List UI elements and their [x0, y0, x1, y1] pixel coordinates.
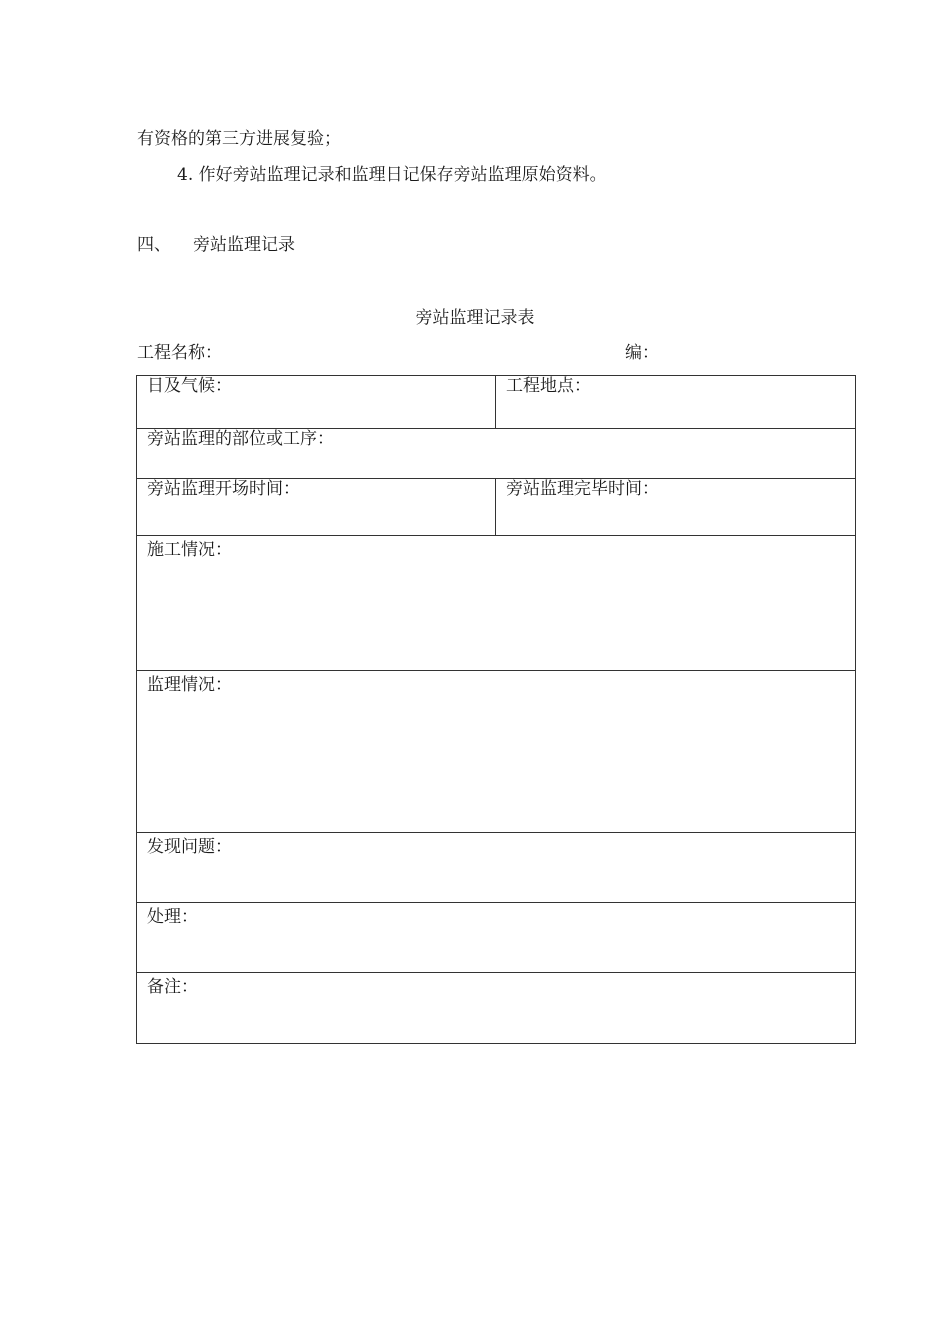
project-name-label: 工程名称： [137, 343, 222, 363]
table-row [137, 903, 856, 973]
supervision-label: 监理情况： [147, 675, 232, 695]
location-label: 工程地点： [506, 376, 591, 396]
remarks-cell [137, 973, 856, 1044]
start-time-label: 旁站监理开场时间： [147, 479, 300, 499]
table-row [137, 429, 856, 479]
table-row [137, 479, 856, 536]
handling-cell [137, 903, 856, 973]
date-weather-label: 日及气候： [147, 376, 232, 396]
construction-label: 施工情况： [147, 540, 232, 560]
date-weather-cell [137, 376, 496, 429]
remarks-label: 备注： [147, 977, 198, 997]
problems-label: 发现问题： [147, 837, 232, 857]
body-line-2: 4. 作好旁站监理记录和监理日记保存旁站监理原始资料。 [177, 165, 607, 185]
location-cell [496, 376, 856, 429]
end-time-cell [496, 479, 856, 536]
part-process-cell [137, 429, 856, 479]
problems-cell [137, 833, 856, 903]
table-row [137, 973, 856, 1044]
part-process-label: 旁站监理的部位或工序： [147, 429, 334, 449]
section-title: 旁站监理记录 [193, 235, 295, 255]
number-label: 编： [625, 343, 659, 363]
end-time-label: 旁站监理完毕时间： [506, 479, 659, 499]
construction-cell [137, 536, 856, 671]
form-title: 旁站监理记录表 [415, 308, 535, 328]
table-row [137, 376, 856, 429]
supervision-cell [137, 671, 856, 833]
start-time-cell [137, 479, 496, 536]
table-row [137, 671, 856, 833]
body-line-1: 有资格的第三方进展复验； [137, 129, 341, 149]
table-row [137, 536, 856, 671]
supervision-record-table [136, 375, 856, 1044]
handling-label: 处理： [147, 907, 198, 927]
section-number: 四、 [137, 235, 171, 255]
table-row [137, 833, 856, 903]
